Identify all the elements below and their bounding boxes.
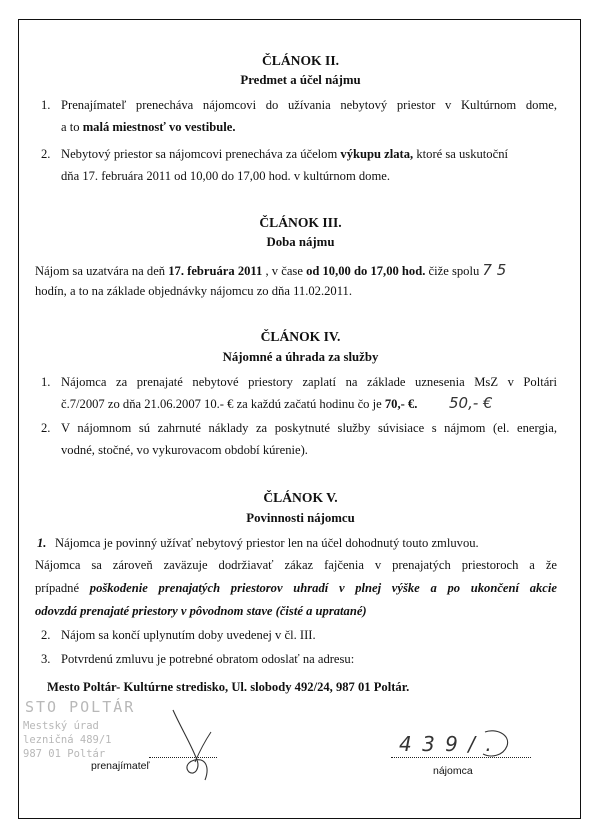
art2-item2-line2: dňa 17. februára 2011 od 10,00 do 17,00 hod. v kultúrnom dome. [61, 169, 391, 183]
art4-item2-line2: vodné, stočné, vo vykurovacom období kúrenie). [61, 443, 308, 457]
art5-item1-line4: odovzdá prenajaté priestory v pôvodnom stave (čisté a upratané) [35, 604, 367, 618]
article-3-subheading: Doba nájmu [266, 235, 335, 249]
art2-item1-line1: Prenajímateľ prenecháva nájomcovi do užívania nebytový priestor v Kultúrnom dome, [61, 98, 557, 112]
art4-item1-line1: Nájomca za prenajaté nebytové priestory zaplatí na základe uznesenia MsZ v Poltári [61, 375, 557, 389]
art5-item1-number: 1. [37, 536, 47, 550]
handwritten-amount-correction: 50,- € [449, 394, 493, 412]
art5-item3-number: 3. [41, 652, 51, 666]
art3-line2: hodín, a to na základe objednávky nájomcu zo dňa 11.02.2011. [35, 284, 352, 298]
tenant-signature: 4 3 9 / . [399, 732, 494, 756]
landlord-label: prenajímateľ [91, 760, 150, 772]
art5-item1-line3: prípadné poškodenie prenajatých priestorov uhradí v plnej výške a po ukončení akcie [35, 581, 557, 595]
art4-item1-line2: č.7/2007 zo dňa 21.06.2007 10.- € za každú začatú hodinu čo je 70,- €. [61, 397, 418, 411]
art5-item1-line1: Nájomca je povinný užívať nebytový priestor len na účel dohodnutý touto zmluvou. [55, 536, 479, 550]
art2-item1-line2: a to malá miestnosť vo vestibule. [61, 120, 236, 134]
article-4-heading: ČLÁNOK IV. [260, 329, 341, 344]
art4-item2-number: 2. [41, 421, 51, 435]
art5-item1-line2: Nájomca sa zároveň zaväzuje dodržiavať zákaz fajčenia v prenajatých priestoroch a že [35, 558, 557, 572]
article-2-heading: ČLÁNOK II. [261, 53, 340, 68]
contract-page [18, 19, 581, 819]
article-4-subheading: Nájomné a úhrada za služby [222, 350, 379, 364]
art4-item1-number: 1. [41, 375, 51, 389]
art2-item1-number: 1. [41, 98, 51, 112]
tenant-label: nájomca [433, 765, 473, 777]
article-5-subheading: Povinnosti nájomcu [246, 511, 355, 525]
article-5-heading: ČLÁNOK V. [263, 490, 338, 505]
art4-item2-line1: V nájomnom sú zahrnuté náklady za poskytnuté služby súvisiace s nájmom (el. energia, [61, 421, 557, 435]
landlord-signature-line [149, 757, 217, 758]
tenant-signature-line [391, 757, 531, 758]
art3-line1: Nájom sa uzatvára na deň 17. februára 2011 , v čase od 10,00 do 17,00 hod. čiže spolu 7 5 [35, 261, 507, 279]
article-3-heading: ČLÁNOK III. [259, 215, 342, 230]
article-2-subheading: Predmet a účel nájmu [240, 73, 361, 87]
art5-item2-line1: Nájom sa končí uplynutím doby uvedenej v čl. III. [61, 628, 316, 642]
art5-item2-number: 2. [41, 628, 51, 642]
landlord-signature-icon [167, 708, 227, 788]
art5-item3-line1: Potvrdenú zmluvu je potrebné obratom odoslať na adresu: [61, 652, 355, 666]
handwritten-hours-correction: 7 5 [482, 261, 507, 279]
art2-item2-line1: Nebytový priestor sa nájomcovi prenecháva za účelom výkupu zlata, ktoré sa uskutoční [61, 147, 508, 161]
art2-item2-number: 2. [41, 147, 51, 161]
municipal-stamp: STO POLTÁR Mestský úrad lezničná 489/1 987 01 Poltár [23, 698, 136, 760]
return-address: Mesto Poltár- Kultúrne stredisko, Ul. slobody 492/24, 987 01 Poltár. [47, 680, 410, 694]
